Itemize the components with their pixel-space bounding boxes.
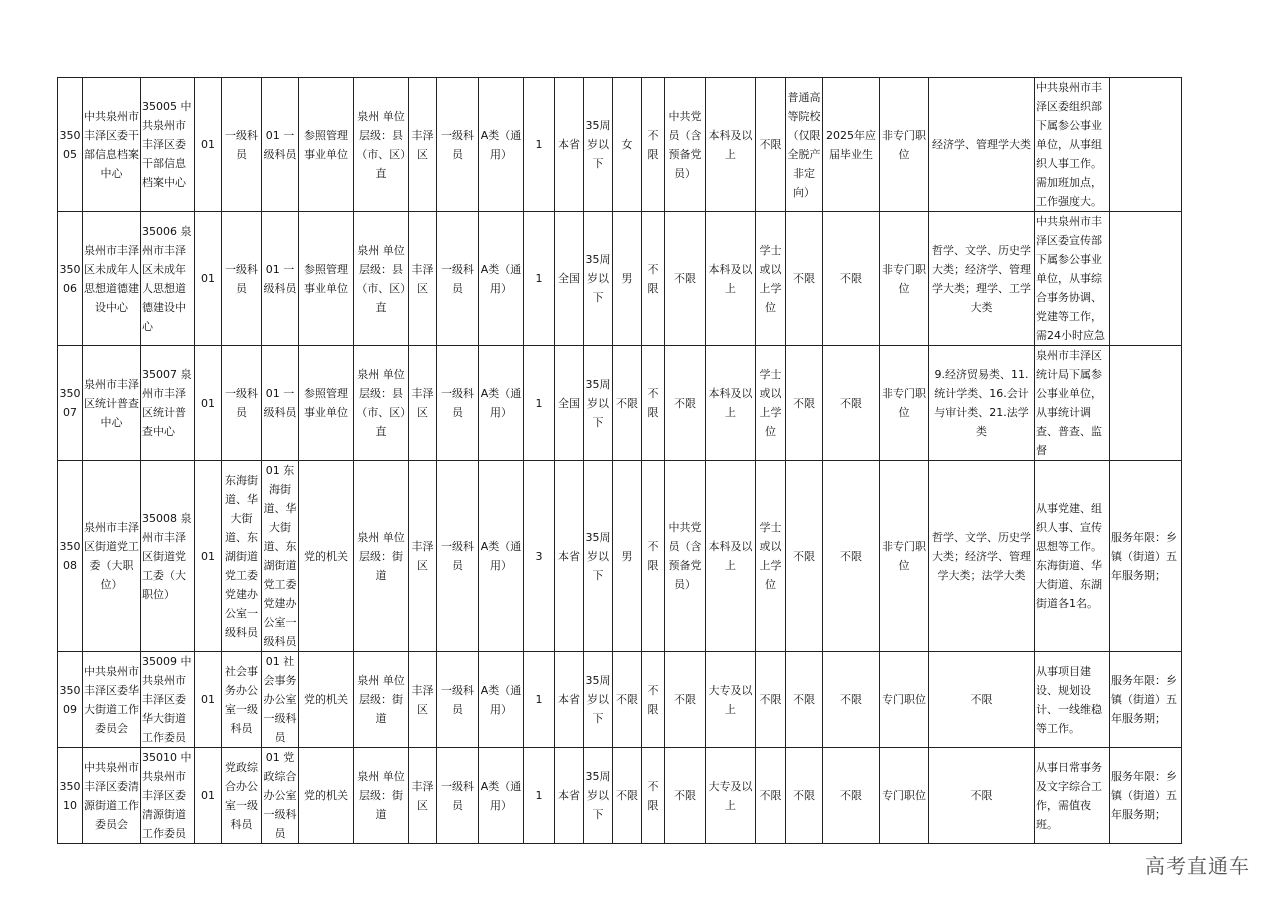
school-type: 不限 [786,461,823,652]
school-type: 普通高等院校（仅限全脱产非定向） [786,78,823,212]
position-type: 非专门职位 [880,346,929,461]
unit-level: 泉州 单位层级：街道 [354,748,409,844]
ethnicity-requirement: 不限 [642,652,665,748]
job-description: 从事日常事务及文字综合工作，需值夜班。 [1035,748,1110,844]
degree-requirement: 学士或以上学位 [756,212,786,346]
position-type: 非专门职位 [880,78,929,212]
exam-category: A类（通用） [479,461,524,652]
recruit-scope: 本省 [555,461,584,652]
unit-nature: 党的机关 [299,652,354,748]
political-status: 中共党员（含预备党员） [665,78,706,212]
table-row [58,748,1182,844]
gender-requirement: 女 [613,78,642,212]
employer-name: 中共泉州市丰泽区委华大街道工作委员会 [83,652,141,748]
recruit-scope: 本省 [555,748,584,844]
position-number: 01 [195,461,222,652]
education-requirement: 大专及以上 [706,748,756,844]
headcount: 1 [524,212,555,346]
degree-requirement: 学士或以上学位 [756,346,786,461]
graduate-requirement: 不限 [823,748,880,844]
rank: 一级科员 [437,212,479,346]
employer-code-name: 35008 泉州市丰泽区街道党工委（大职位） [141,461,195,652]
education-requirement: 本科及以上 [706,346,756,461]
ethnicity-requirement: 不限 [642,212,665,346]
graduate-requirement: 不限 [823,652,880,748]
unit-nature: 党的机关 [299,461,354,652]
political-status: 不限 [665,652,706,748]
exam-category: A类（通用） [479,652,524,748]
political-status: 不限 [665,346,706,461]
remarks [1110,78,1182,212]
headcount: 1 [524,748,555,844]
watermark-text: 高考直通车 [1145,854,1250,878]
degree-requirement: 学士或以上学位 [756,461,786,652]
age-requirement: 35周岁以下 [584,748,613,844]
position-number: 01 [195,78,222,212]
degree-requirement: 不限 [756,78,786,212]
unit-nature: 参照管理事业单位 [299,78,354,212]
degree-requirement: 不限 [756,748,786,844]
position-name: 东海街道、华大街道、东湖街道党工委党建办公室一级科员 [222,461,262,652]
gender-requirement: 不限 [613,346,642,461]
position-type: 专门职位 [880,748,929,844]
education-requirement: 大专及以上 [706,652,756,748]
rank: 一级科员 [437,78,479,212]
position-type: 非专门职位 [880,461,929,652]
ethnicity-requirement: 不限 [642,346,665,461]
graduate-requirement: 不限 [823,212,880,346]
table-row [58,346,1182,461]
major-requirement: 不限 [929,652,1035,748]
school-type: 不限 [786,748,823,844]
unit-level: 泉州 单位层级：街道 [354,652,409,748]
district: 丰泽区 [409,212,437,346]
employer-name: 中共泉州市丰泽区委干部信息档案中心 [83,78,141,212]
position-code-name: 01 东海街道、华大街道、东湖街道党工委党建办公室一级科员 [262,461,299,652]
recruit-scope: 全国 [555,346,584,461]
exam-category: A类（通用） [479,78,524,212]
headcount: 1 [524,78,555,212]
major-requirement: 不限 [929,748,1035,844]
remarks: 服务年限：乡镇（街道）五年服务期； [1110,748,1182,844]
unit-level: 泉州 单位层级：县（市、区）直 [354,346,409,461]
headcount: 1 [524,346,555,461]
employer-name: 泉州市丰泽区统计普查中心 [83,346,141,461]
district: 丰泽区 [409,346,437,461]
job-description: 从事项目建设、规划设计、一线维稳等工作。 [1035,652,1110,748]
district: 丰泽区 [409,652,437,748]
position-code-name: 01 一级科员 [262,78,299,212]
exam-category: A类（通用） [479,346,524,461]
table-row [58,652,1182,748]
position-number: 01 [195,346,222,461]
table-row [58,212,1182,346]
position-code: 35007 [58,346,83,461]
position-number: 01 [195,748,222,844]
graduate-requirement: 2025年应届毕业生 [823,78,880,212]
position-type: 专门职位 [880,652,929,748]
major-requirement: 9.经济贸易类、11.统计学类、16.会计与审计类、21.法学类 [929,346,1035,461]
age-requirement: 35周岁以下 [584,652,613,748]
unit-nature: 参照管理事业单位 [299,212,354,346]
age-requirement: 35周岁以下 [584,461,613,652]
job-description: 泉州市丰泽区统计局下属参公事业单位，从事统计调查、普查、监督 [1035,346,1110,461]
graduate-requirement: 不限 [823,346,880,461]
employer-code-name: 35010 中共泉州市丰泽区委清源街道工作委员 [141,748,195,844]
school-type: 不限 [786,346,823,461]
unit-level: 泉州 单位层级：街道 [354,461,409,652]
position-code: 35008 [58,461,83,652]
graduate-requirement: 不限 [823,461,880,652]
unit-nature: 参照管理事业单位 [299,346,354,461]
degree-requirement: 不限 [756,652,786,748]
age-requirement: 35周岁以下 [584,346,613,461]
gender-requirement: 不限 [613,748,642,844]
remarks: 服务年限：乡镇（街道）五年服务期； [1110,461,1182,652]
position-code-name: 01 一级科员 [262,212,299,346]
position-number: 01 [195,652,222,748]
gender-requirement: 男 [613,212,642,346]
headcount: 3 [524,461,555,652]
ethnicity-requirement: 不限 [642,78,665,212]
exam-category: A类（通用） [479,212,524,346]
education-requirement: 本科及以上 [706,78,756,212]
ethnicity-requirement: 不限 [642,461,665,652]
employer-name: 泉州市丰泽区未成年人思想道德建设中心 [83,212,141,346]
position-name: 社会事务办公室一级科员 [222,652,262,748]
unit-level: 泉州 单位层级：县（市、区）直 [354,212,409,346]
position-code-name: 01 社会事务办公室一级科员 [262,652,299,748]
table-row [58,78,1182,212]
education-requirement: 本科及以上 [706,461,756,652]
recruit-scope: 本省 [555,78,584,212]
major-requirement: 哲学、文学、历史学大类；经济学、管理学大类；理学、工学大类 [929,212,1035,346]
position-code-name: 01 一级科员 [262,346,299,461]
age-requirement: 35周岁以下 [584,78,613,212]
position-name: 党政综合办公室一级科员 [222,748,262,844]
position-name: 一级科员 [222,212,262,346]
political-status: 中共党员（含预备党员） [665,461,706,652]
rank: 一级科员 [437,652,479,748]
rank: 一级科员 [437,461,479,652]
recruitment-table [57,77,1182,844]
exam-category: A类（通用） [479,748,524,844]
employer-code-name: 35009 中共泉州市丰泽区委华大街道工作委员 [141,652,195,748]
unit-level: 泉州 单位层级：县（市、区）直 [354,78,409,212]
position-code: 35010 [58,748,83,844]
position-name: 一级科员 [222,346,262,461]
recruitment-table-wrapper [57,77,1182,844]
position-code-name: 01 党政综合办公室一级科员 [262,748,299,844]
employer-name: 中共泉州市丰泽区委清源街道工作委员会 [83,748,141,844]
education-requirement: 本科及以上 [706,212,756,346]
employer-code-name: 35006 泉州市丰泽区未成年人思想道德建设中心 [141,212,195,346]
position-type: 非专门职位 [880,212,929,346]
job-description: 中共泉州市丰泽区委宣传部下属参公事业单位，从事综合事务协调、党建等工作，需24小时应急 [1035,212,1110,346]
rank: 一级科员 [437,346,479,461]
position-code: 35005 [58,78,83,212]
district: 丰泽区 [409,748,437,844]
school-type: 不限 [786,212,823,346]
remarks [1110,212,1182,346]
remarks [1110,346,1182,461]
recruit-scope: 本省 [555,652,584,748]
major-requirement: 哲学、文学、历史学大类；经济学、管理学大类；法学大类 [929,461,1035,652]
age-requirement: 35周岁以下 [584,212,613,346]
political-status: 不限 [665,212,706,346]
school-type: 不限 [786,652,823,748]
rank: 一级科员 [437,748,479,844]
district: 丰泽区 [409,78,437,212]
recruit-scope: 全国 [555,212,584,346]
major-requirement: 经济学、管理学大类 [929,78,1035,212]
district: 丰泽区 [409,461,437,652]
table-row [58,461,1182,652]
political-status: 不限 [665,748,706,844]
position-number: 01 [195,212,222,346]
ethnicity-requirement: 不限 [642,748,665,844]
unit-nature: 党的机关 [299,748,354,844]
job-description: 中共泉州市丰泽区委组织部下属参公事业单位，从事组织人事工作。需加班加点，工作强度大。 [1035,78,1110,212]
job-description: 从事党建、组织人事、宣传思想等工作。东海街道、华大街道、东湖街道各1名。 [1035,461,1110,652]
headcount: 1 [524,652,555,748]
remarks: 服务年限：乡镇（街道）五年服务期； [1110,652,1182,748]
gender-requirement: 不限 [613,652,642,748]
position-code: 35009 [58,652,83,748]
position-name: 一级科员 [222,78,262,212]
employer-name: 泉州市丰泽区街道党工委（大职位） [83,461,141,652]
employer-code-name: 35007 泉州市丰泽区统计普查中心 [141,346,195,461]
position-code: 35006 [58,212,83,346]
gender-requirement: 男 [613,461,642,652]
employer-code-name: 35005 中共泉州市丰泽区委干部信息档案中心 [141,78,195,212]
